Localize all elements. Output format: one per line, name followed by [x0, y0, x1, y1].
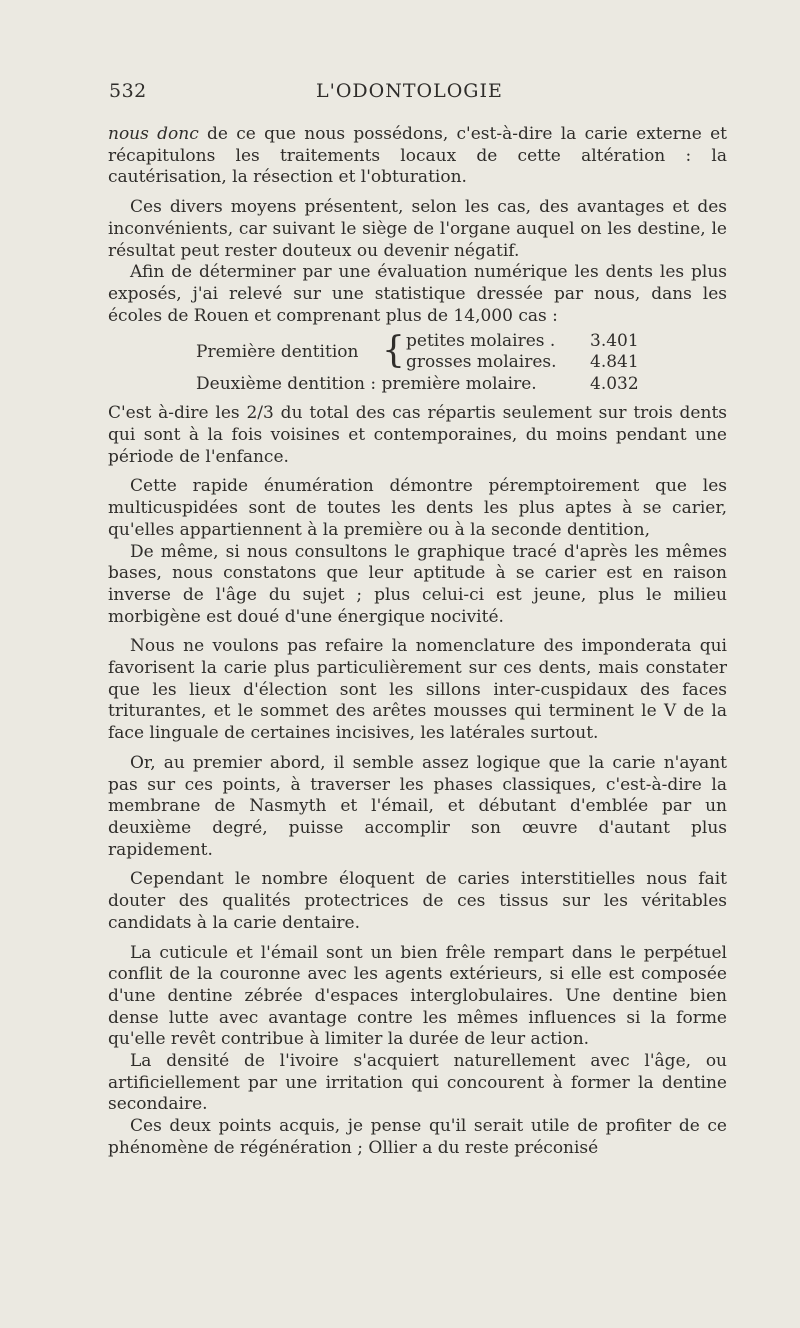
- paragraph: Cependant le nombre éloquent de caries interstitielles nous fait douter des qualités protectrices de ces tissus sur les véritables candidats à la carie dentaire.: [108, 869, 727, 933]
- paragraph: Cette rapide énumération démontre péremptoirement que les multicuspidées sont de toutes les dents les plus aptes à se carier, qu'elles appartiennent à la première ou à la seconde dentition,: [108, 476, 727, 540]
- running-head: [0, 80, 800, 110]
- statistics-table: [108, 331, 727, 397]
- journal-title: L'ODONTOLOGIE: [316, 80, 503, 102]
- paragraph: La densité de l'ivoire s'acquiert naturellement avec l'âge, ou artificiellement par une irritation qui concourent à former la dentine secondaire.: [108, 1051, 727, 1115]
- paragraph: Or, au premier abord, il semble assez logique que la carie n'ayant pas sur ces points, à traverser les phases classiques, c'est-à-dire la membrane de Nasmyth et l'émail, et débutant d'emblée par un deuxième degré, puisse accomplir son œuvre d'autant plus rapidement.: [108, 752, 727, 860]
- paragraph-continuation: [108, 124, 727, 189]
- large-molars-label: grosses molaires.: [406, 352, 557, 373]
- paragraph: La cuticule et l'émail sont un bien frêle rempart dans le perpétuel conflit de la couronne avec les agents extérieurs, si elle est composée d'une dentine zébrée d'espaces interglobulaires. Une dentine bien dense lutte avec avantage contre les mêmes influences si la forme qu'elle revêt contribue à limiter la durée de leur action.: [108, 942, 727, 1050]
- large-molars-value: 4.841: [590, 352, 639, 373]
- italic-lead: nous donc: [108, 124, 199, 144]
- small-molars-value: 3.401: [590, 331, 639, 352]
- paragraph: Afin de déterminer par une évaluation numérique les dents les plus exposés, j'ai relevé sur une statistique dressée par nous, dans les écoles de Rouen et comprenant plus de 14,000 cas :: [108, 262, 727, 326]
- second-dentition-label: Deuxième dentition : première molaire.: [196, 374, 537, 395]
- first-dentition-label: Première dentition: [196, 342, 359, 363]
- paragraph: Ces deux points acquis, je pense qu'il serait utile de profiter de ce phénomène de régénération ; Ollier a du reste préconisé: [108, 1116, 727, 1158]
- paragraph: Ces divers moyens présentent, selon les cas, des avantages et des inconvénients, car suivant le siège de l'organe auquel on les destine, le résultat peut rester douteux ou devenir négatif.: [108, 197, 727, 261]
- first-molar-value: 4.032: [590, 374, 639, 395]
- paragraph: C'est à-dire les 2/3 du total des cas répartis seulement sur trois dents qui sont à la fois voisines et contemporaines, du moins pendant une période de l'enfance.: [108, 403, 727, 467]
- brace: {: [382, 330, 405, 372]
- body-text: [108, 124, 727, 1160]
- small-molars-label: petites molaires .: [406, 331, 556, 352]
- paragraph-text: de ce que nous possédons, c'est-à-dire la carie externe et récapitulons les traitements locaux de cette altération : la cautérisation, la résection et l'obturation.: [108, 124, 727, 188]
- paragraph: Nous ne voulons pas refaire la nomenclature des imponderata qui favorisent la carie plus particulièrement sur ces dents, mais constater que les lieux d'élection sont les sillons inter-cuspidaux des faces triturantes, et le sommet des arêtes mousses qui terminent le V de la face linguale de certaines incisives, les latérales surtout.: [108, 636, 727, 744]
- page-number: 532: [109, 80, 147, 102]
- paragraph: De même, si nous consultons le graphique tracé d'après les mêmes bases, nous constatons que leur aptitude à se carier est en raison inverse de l'âge du sujet ; plus celui-ci est jeune, plus le milieu morbigène est doué d'une énergique nocivité.: [108, 541, 727, 627]
